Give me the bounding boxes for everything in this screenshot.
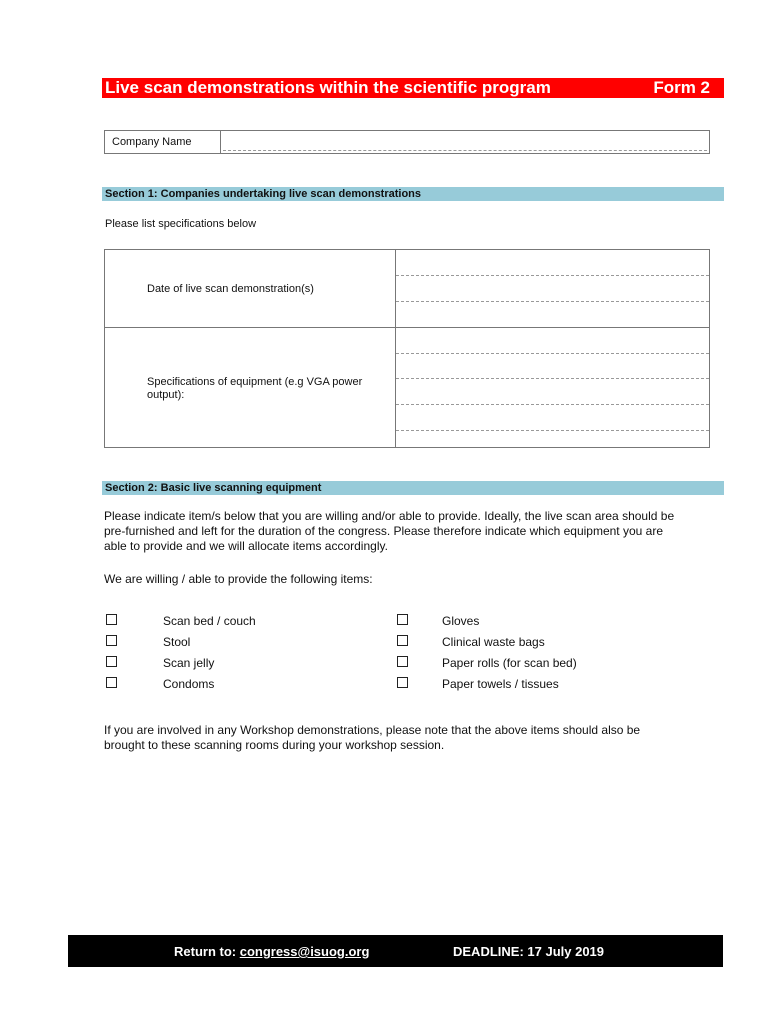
date-label: Date of live scan demonstration(s) [147,283,314,295]
form-title-bar [102,78,724,98]
company-name-field[interactable] [223,150,707,151]
item-scan-bed: Scan bed / couch [163,614,256,628]
equipment-field-line-1[interactable] [396,353,709,354]
form-title: Live scan demonstrations within the scientific program [105,78,551,97]
form-number: Form 2 [653,78,710,97]
specifications-table [104,249,710,448]
date-field-line-2[interactable] [396,301,709,302]
section-1-instruction: Please list specifications below [105,218,257,230]
company-name-table [104,130,710,154]
date-field-line-1[interactable] [396,275,709,276]
checkbox-paper-towels[interactable] [397,677,408,688]
deadline: DEADLINE: 17 July 2019 [453,944,605,959]
workshop-note: If you are involved in any Workshop demonstrations, please note that the above items should also be brought to these scanning rooms during your workshop session. [104,723,641,752]
equipment-field-line-4[interactable] [396,430,709,431]
equipment-field-line-2[interactable] [396,378,709,379]
checkbox-clinical-waste-bags[interactable] [397,635,408,646]
section-1-heading: Section 1: Companies undertaking live scan demonstrations [102,187,724,201]
checkbox-scan-jelly[interactable] [106,656,117,667]
checkbox-condoms[interactable] [106,677,117,688]
item-paper-towels: Paper towels / tissues [442,677,559,691]
willing-text: We are willing / able to provide the following items: [104,572,373,586]
checkbox-paper-rolls[interactable] [397,656,408,667]
item-condoms: Condoms [163,677,215,691]
equipment-label: Specifications of equipment (e.g VGA power output): [147,376,363,401]
item-scan-jelly: Scan jelly [163,656,215,670]
return-to: Return to: congress@isuog.org [174,944,370,959]
checkbox-stool[interactable] [106,635,117,646]
checkbox-gloves[interactable] [397,614,408,625]
company-name-label: Company Name [105,131,221,153]
section-2-intro: Please indicate item/s below that you are willing and/or able to provide. Ideally, the live scan area should be pre-furnished and left for the duration of the congress. Please therefore indicate which equipment you are able to provide and we will allocate items accordingly. [104,509,675,553]
item-clinical-waste-bags: Clinical waste bags [442,635,545,649]
item-stool: Stool [163,635,191,649]
section-2-heading: Section 2: Basic live scanning equipment [102,481,724,495]
footer-bar [68,935,723,967]
equipment-field-line-3[interactable] [396,404,709,405]
checkbox-scan-bed[interactable] [106,614,117,625]
item-paper-rolls: Paper rolls (for scan bed) [442,656,577,670]
item-gloves: Gloves [442,614,480,628]
email-link[interactable]: congress@isuog.org [239,944,370,959]
